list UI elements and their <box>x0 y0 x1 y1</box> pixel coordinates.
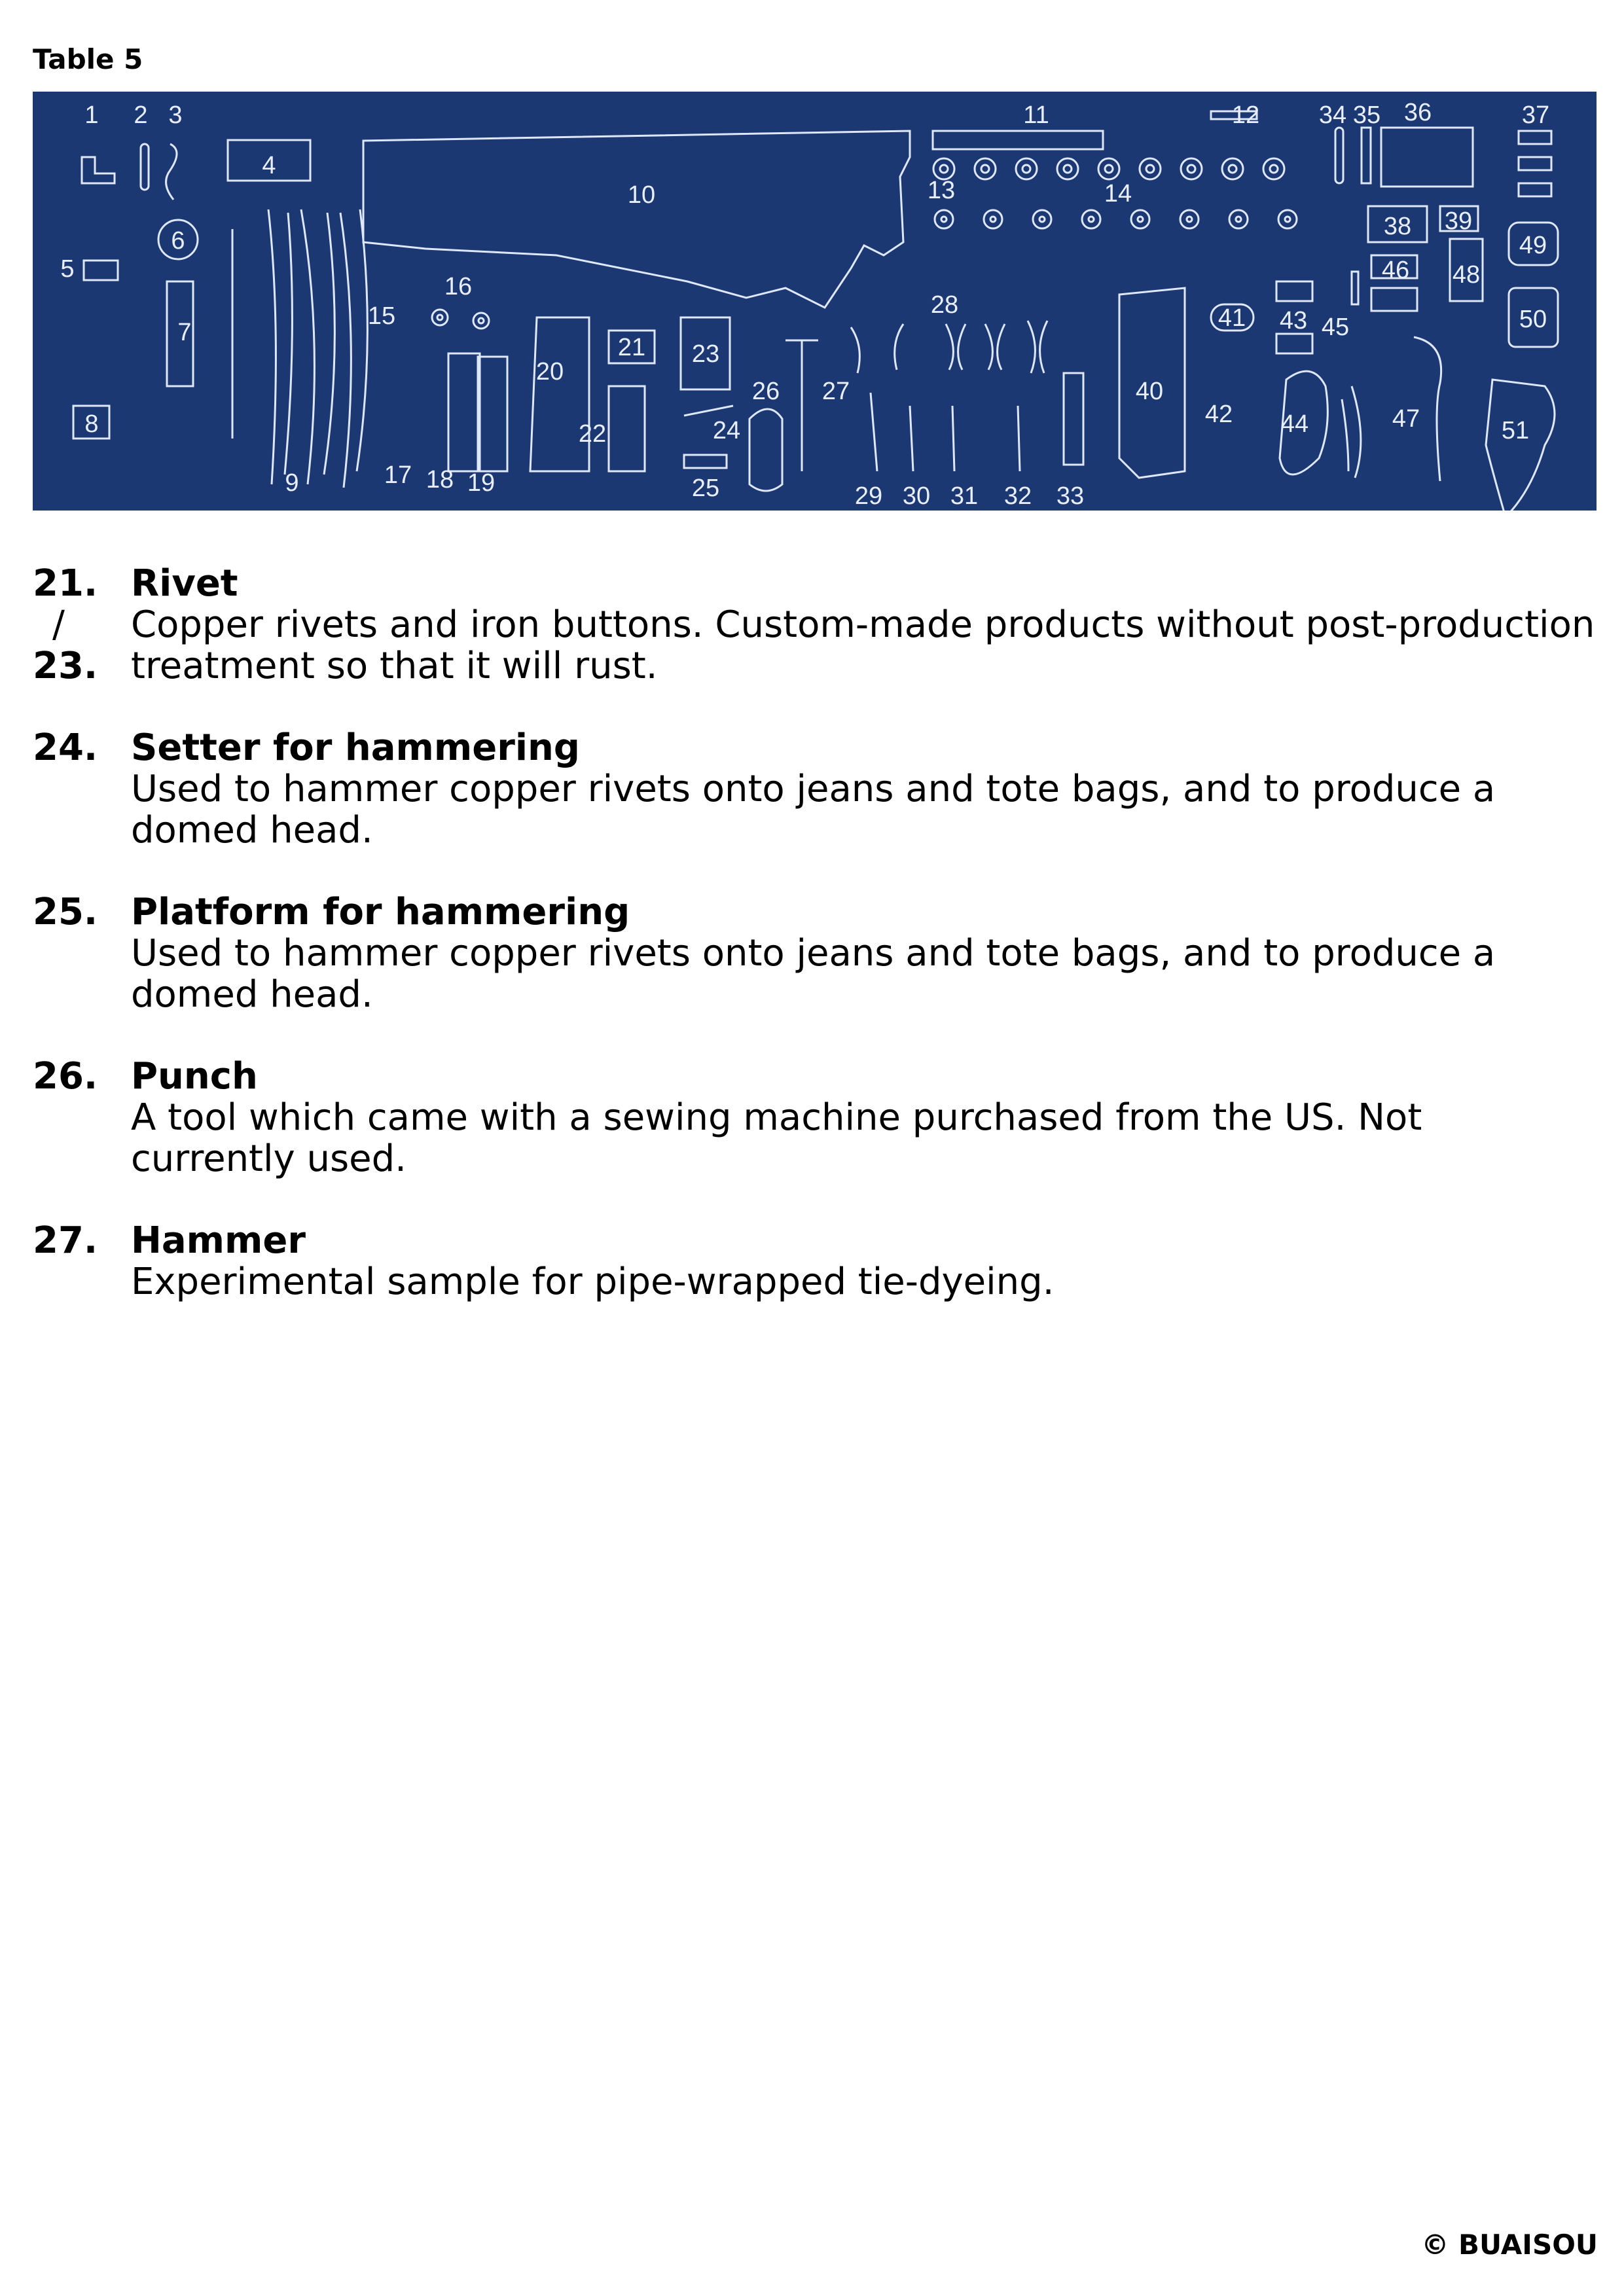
tool-layout-diagram <box>33 92 1597 511</box>
diagram-label-4: 4 <box>262 152 276 179</box>
entry-number: 25. <box>33 891 98 933</box>
entry-number <box>33 563 131 687</box>
entry-rivet <box>33 563 1597 687</box>
diagram-label-39: 39 <box>1444 207 1473 235</box>
diagram-label-3: 3 <box>168 101 183 129</box>
entry-description: Experimental sample for pipe-wrapped tie-dyeing. <box>131 1261 1055 1303</box>
diagram-label-41: 41 <box>1218 304 1246 332</box>
entry-list <box>33 563 1597 1343</box>
entry-title: Rivet <box>131 562 238 605</box>
diagram-label-6: 6 <box>171 227 185 255</box>
diagram-label-37: 37 <box>1521 101 1550 129</box>
entry-title: Punch <box>131 1055 258 1098</box>
diagram-label-35: 35 <box>1352 101 1381 129</box>
diagram-label-13: 13 <box>927 177 956 204</box>
diagram-label-15: 15 <box>367 302 396 330</box>
diagram-label-19: 19 <box>467 469 496 497</box>
diagram-label-17: 17 <box>384 461 412 489</box>
entry-number: 24. <box>33 726 98 769</box>
diagram-label-1: 1 <box>84 101 99 129</box>
diagram-label-36: 36 <box>1403 99 1432 126</box>
diagram-label-23: 23 <box>691 340 720 368</box>
entry-number-end: 23. <box>33 645 98 687</box>
entry-description: Used to hammer copper rivets onto jeans and tote bags, and to produce a domed head. <box>131 932 1496 1016</box>
entry-title: Setter for hammering <box>131 726 580 769</box>
diagram-label-27: 27 <box>821 378 850 405</box>
diagram-label-48: 48 <box>1452 261 1481 289</box>
entry-number: 26. <box>33 1055 98 1098</box>
entry-setter <box>33 727 1597 851</box>
diagram-label-14: 14 <box>1104 180 1132 207</box>
button-row-top <box>933 158 1284 179</box>
diagram-label-42: 42 <box>1204 401 1233 428</box>
diagram-label-30: 30 <box>902 482 931 510</box>
entry-title: Platform for hammering <box>131 891 630 933</box>
diagram-label-50: 50 <box>1519 306 1547 333</box>
button-row-bottom <box>432 210 1297 329</box>
diagram-label-8: 8 <box>84 410 99 438</box>
table-title: Table 5 <box>33 43 143 75</box>
diagram-label-29: 29 <box>854 482 883 510</box>
diagram-label-12: 12 <box>1231 101 1260 129</box>
diagram-label-25: 25 <box>691 475 720 502</box>
entry-title: Hammer <box>131 1219 306 1262</box>
diagram-label-44: 44 <box>1280 410 1309 438</box>
copyright-notice: © BUAISOU <box>1421 2229 1598 2261</box>
diagram-label-11: 11 <box>1023 101 1049 129</box>
tool-outlines <box>73 111 1558 511</box>
entry-description: Copper rivets and iron buttons. Custom-made products without post-production treatment so that it will rust. <box>131 603 1595 687</box>
diagram-label-43: 43 <box>1279 307 1308 334</box>
diagram-labels <box>60 99 1549 510</box>
diagram-label-51: 51 <box>1501 417 1530 444</box>
diagram-label-31: 31 <box>950 482 979 510</box>
diagram-label-2: 2 <box>134 101 148 129</box>
entry-description: A tool which came with a sewing machine purchased from the US. Not currently used. <box>131 1096 1422 1180</box>
diagram-label-20: 20 <box>535 358 564 386</box>
diagram-label-34: 34 <box>1318 101 1347 129</box>
diagram-label-7: 7 <box>177 319 192 346</box>
diagram-label-40: 40 <box>1135 378 1164 405</box>
diagram-label-38: 38 <box>1383 213 1412 240</box>
diagram-label-24: 24 <box>712 417 741 444</box>
entry-number-start: 21. <box>33 562 98 605</box>
diagram-label-47: 47 <box>1392 405 1420 433</box>
diagram-label-9: 9 <box>285 469 299 497</box>
diagram-label-49: 49 <box>1519 232 1547 259</box>
entry-hammer <box>33 1220 1597 1302</box>
entry-number: 27. <box>33 1219 98 1262</box>
diagram-label-18: 18 <box>425 466 454 493</box>
diagram-label-22: 22 <box>578 420 607 448</box>
entry-platform <box>33 891 1597 1015</box>
entry-description: Used to hammer copper rivets onto jeans and tote bags, and to produce a domed head. <box>131 768 1496 852</box>
diagram-label-28: 28 <box>930 291 959 319</box>
diagram-label-10: 10 <box>627 181 656 209</box>
diagram-label-46: 46 <box>1381 257 1410 284</box>
diagram-label-5: 5 <box>60 255 75 283</box>
entry-number-separator: / <box>52 603 65 646</box>
entry-punch <box>33 1056 1597 1179</box>
diagram-label-33: 33 <box>1056 482 1085 510</box>
diagram-label-26: 26 <box>751 378 780 405</box>
diagram-label-21: 21 <box>617 334 646 361</box>
diagram-label-16: 16 <box>444 273 473 300</box>
tool-outline-illustration <box>33 92 1597 511</box>
diagram-label-32: 32 <box>1003 482 1032 510</box>
diagram-label-45: 45 <box>1321 314 1350 341</box>
